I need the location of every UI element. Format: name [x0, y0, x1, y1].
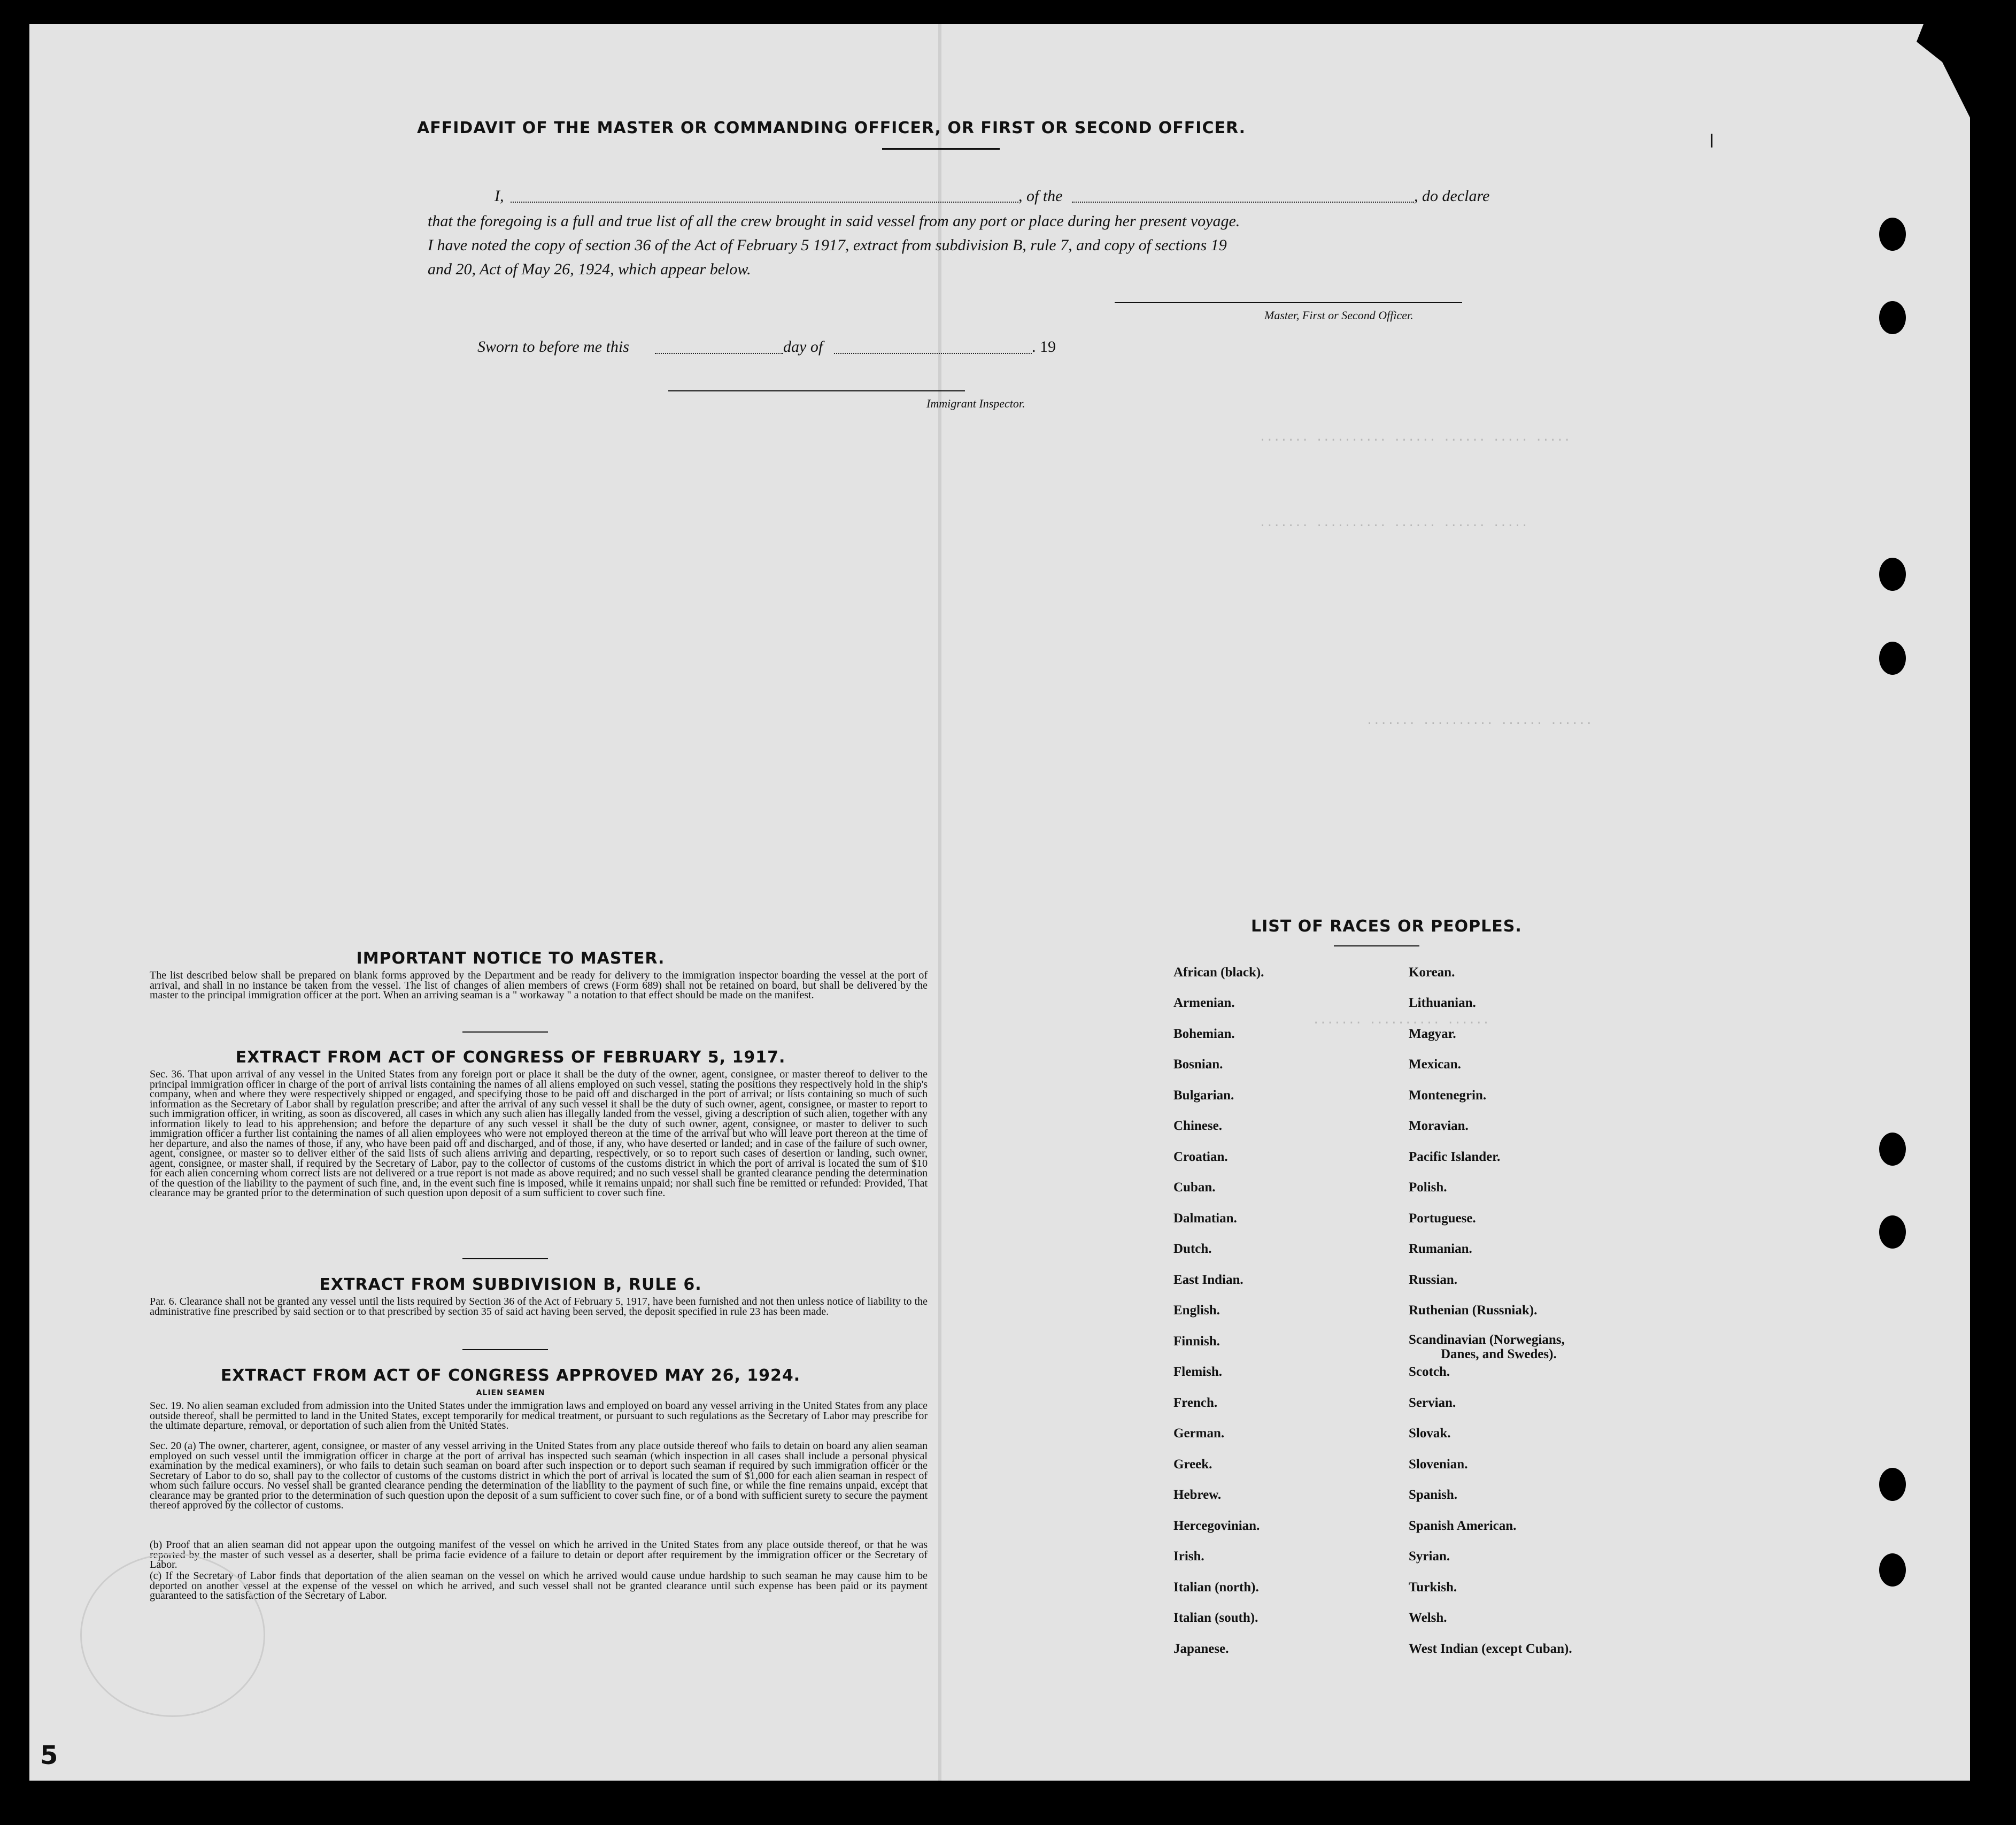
affidavit-title: AFFIDAVIT OF THE MASTER OR COMMANDING OFFICER, OR FIRST OR SECOND OFFICER. [416, 119, 1246, 137]
race-left-item: Croatian. [1173, 1150, 1228, 1164]
sworn-end: . 19 [1032, 338, 1056, 356]
divider [462, 1349, 548, 1350]
race-right-item: Portuguese. [1409, 1211, 1476, 1226]
sec20b-text: (b) Proof that an alien seaman did not appear upon the outgoing manifest of the vessel on which he arrived in the United States from any place outside thereof, or that he was reported by the master of such vessel as a deserter, shall be prima facie evidence of a failure to detain or deport after requirement by the immigration officer or the Secretary of Labor. [150, 1539, 928, 1570]
race-left-item: Bohemian. [1173, 1027, 1235, 1041]
binder-hole [1879, 218, 1906, 251]
notice-text: The list described below shall be prepared on blank forms approved by the Department and be ready for delivery to the immigration inspector boarding the vessel at the port of arrival, and shall in no instance be taken from the vessel. The list of changes of alien members of crews (Form 689) shall not be retained on board, but shall be delivered by the master to the principal immigration officer at the port. When an arriving seaman is a " workaway " a notation to that effect should be made on the manifest. [150, 969, 928, 1001]
alien-seamen-subtitle: ALIEN SEAMEN [476, 1389, 545, 1397]
embossed-seal [80, 1553, 265, 1717]
sworn-mid: day of [783, 338, 823, 356]
race-right-item: Rumanian. [1409, 1242, 1472, 1256]
affidavit-line1-mid: , of the [1018, 187, 1063, 205]
race-left-item: German. [1173, 1426, 1225, 1441]
race-left-item: Finnish. [1173, 1334, 1220, 1349]
document-page: ....... .......... ...... ...... ..... ..... ....... .......... ...... ...... ..... ....... .......... ...... ...... ....... .......... ...... AFFIDAVIT OF THE MASTER OR COMMANDING OFFICER, OR FIRST OR SECOND OFFICER. I, , of the , do declare that the foregoing is a full and true list of all the crew brought in said vessel from any port or place during her present voyage. I have noted the copy of section 36 of the Act of February 5 1917, extract from subdivision B, rule 7, and copy of sections 19 and 20, Act of May 26, 1924, which appear below. Master, First or Second Officer. Sworn to before me this day of . 19 Immigrant Inspector. IMPORTANT NOTICE TO MASTER. The list described below shall be prepared on blank forms approved by the Department and be ready for delivery to the immigration inspector boarding the vessel at the port of arrival, and shall in no instance be taken from the vessel. The list of changes of alien members of crews (Form 689) shall not be retained on board, but shall be delivered by the master to the principal immigration officer at the port. When an arriving seaman is a " workaway " a notation to that effect should be made on the manifest. EXTRACT FROM ACT OF CONGRESS OF FEBRUARY 5, 1917. Sec. 36. That upon arrival of any vessel in the United States from any foreign port or place it shall be the duty of the owner, agent, consignee, or master thereof to deliver to the principal immigration officer in charge of the port of arrival lists containing the names of all aliens employed on such vessel, stating the positions they respectively hold in the ship's company, when and where they were respectively shipped or engaged, and specifying those to be paid off and discharged in the port of arrival; or lists containing so much of such information as the Secretary of Labor shall by regulation prescribe; and after the arrival of any such vessel it shall be the duty of such owner, agent, consignee, or master to report to such immigration officer, in writing, as soon as discovered, all cases in which any such alien has illegally landed from the vessel, giving a description of such alien, together with any information likely to lead to his apprehension; and before the departure of any such vessel it shall be the duty of such owner, agent, consignee, or master to deliver to such immigration officer a further list containing the names of all alien employees who were not employed thereon at the time of the arrival but who will leave port thereon at the time of her departure, and also the names of those, if any, who have been paid off and discharged, and of those, if any, who have deserted or landed; and in case of the failure of such owner, agent, consignee, or master so to deliver either of the said lists of such aliens arriving and departing, respectively, or so to report such cases of desertion or landing, such owner, agent, consignee, or master shall, if required by the Secretary of Labor, pay to the collector of customs of the customs district in which the port of arrival is located the sum of $10 for each alien concerning whom correct lists are not delivered or a true report is not made as above required; and no such vessel shall be granted clearance pending the determination of the question of the liability to the payment of such fine, and, in the event such fine is imposed, while it remains unpaid; nor shall such fine be remitted or refunded: Provided, That clearance may be granted prior to the determination of such question upon deposit of a sum sufficient to cover such fine. EXTRACT FROM SUBDIVISION B, RULE 6. Par. 6. Clearance shall not be granted any vessel until the lists required by Section 36 of the Act of February 5, 1917, have been furnished and not then unless notice of liability to the administrative fine prescribed by said section or to that prescribed by section 35 of said act having been served, the deposit specified in rule 23 has been made. EXTRACT FROM ACT OF CONGRESS APPROVED MAY 26, 1924. ALIEN SEAMEN Sec. 19. No alien seaman excluded from admission into the United States under the immigration laws and employed on board any vessel arriving in the United States from any place outside thereof, shall be permitted to land in the United States, except temporarily for medical treatment, or pursuant to such regulations as the Secretary of Labor may prescribe for the ultimate departure, removal, or deportation of such alien from the United States. Sec. 20 (a) The owner, charterer, agent, consignee, or master of any vessel arriving in the United States from any place outside thereof who fails to detain on board any alien seaman employed on such vessel until the immigration officer in charge at the port of arrival has inspected such seaman (which inspection in all cases shall include a personal physical examination by the medical examiners), or who fails to detain such seaman on board after such inspection or to deport such seaman if required by such immigration officer or the Secretary of Labor to do so, shall pay to the collector of customs of the customs district in which the port of arrival is located the sum of $1,000 for each alien seaman in respect of whom such failure occurs. No vessel shall be granted clearance pending the determination of the liability to the payment of such fine, or while the fine remains unpaid, except that clearance may be granted prior to the determination of such question upon the deposit of a sum sufficient to cover such fine, or of a bond with sufficient surety to secure the payment thereof approved by the collector of customs. (b) Proof that an alien seaman did not appear upon the outgoing manifest of the vessel on which he arrived in the United States from any place outside thereof, or that he was reported by the master of such vessel as a deserter, shall be prima facie evidence of a failure to detain or deport after requirement by the immigration officer or the Secretary of Labor. (c) If the Secretary of Labor finds that deportation of the alien seaman on the vessel on which he arrived would cause undue hardship to such seaman he may cause him to be deported on another vessel at the expense of the vessel on which he arrived, and such vessel shall not be granted clearance until such expense has been paid or its payment guaranteed to the satisfaction of the Secretary of Labor. LIST OF RACES OR PEOPLES. African (black). Armenian. Bohemian. Bosnian. Bulgarian. Chinese. Croatian. Cuban. Dalmatian. Dutch. East Indian. English. Finnish. Flemish. French. German. Greek. Hebrew. Hercegovinian. Irish. Italian (north). Italian (south). Japanese. Korean. Lithuanian. Magyar. Mexican. Montenegrin. Moravian. Pacific Islander. Polish. Portuguese. Rumanian. Russian. Ruthenian (Russniak). Scandinavian (Norwegians, Danes, and Swedes). Scotch. Servian. Slovak. Slovenian. Spanish. Spanish American. Syrian. Turkish. Welsh. West Indian (except Cuban). 5 l [29, 24, 1970, 1781]
race-right-item: Lithuanian. [1409, 996, 1476, 1010]
tick-mark: l [1709, 131, 1714, 152]
race-right-item: Ruthenian (Russniak). [1409, 1303, 1538, 1318]
race-right-item: Spanish. [1409, 1488, 1458, 1502]
race-right-item: Danes, and Swedes). [1441, 1347, 1557, 1361]
name-blank[interactable] [511, 202, 1018, 203]
rule6-title: EXTRACT FROM SUBDIVISION B, RULE 6. [319, 1275, 702, 1294]
binder-hole [1879, 558, 1906, 591]
race-left-item: Italian (south). [1173, 1611, 1258, 1625]
races-title-rule [1334, 945, 1419, 946]
race-right-item: Scandinavian (Norwegians, [1409, 1333, 1565, 1347]
sec19-text: Sec. 19. No alien seaman excluded from admission into the United States under the immigration laws and employed on board any vessel arriving in the United States from any place outside thereof, shall be permitted to land in the United States, except temporarily for medical treatment, or pursuant to such regulations as the Secretary of Labor may prescribe for the ultimate departure, removal, or deportation of such alien from the United States. [150, 1400, 928, 1431]
race-right-item: Moravian. [1409, 1119, 1469, 1133]
race-left-item: Japanese. [1173, 1642, 1229, 1656]
race-right-item: Pacific Islander. [1409, 1150, 1501, 1164]
race-left-item: Cuban. [1173, 1180, 1216, 1195]
race-right-item: Polish. [1409, 1180, 1447, 1195]
race-left-item: Chinese. [1173, 1119, 1222, 1133]
affidavit-line3: I have noted the copy of section 36 of the Act of February 5 1917, extract from subdivision B, rule 7, and copy of sections 19 [428, 236, 1227, 254]
race-right-item: Magyar. [1409, 1027, 1456, 1041]
extract-1917-title: EXTRACT FROM ACT OF CONGRESS OF FEBRUARY 5, 1917. [235, 1048, 786, 1067]
binder-hole [1879, 301, 1906, 334]
race-left-item: Greek. [1173, 1457, 1212, 1472]
race-left-item: African (black). [1173, 965, 1264, 980]
divider [462, 1031, 548, 1033]
rule6-text: Par. 6. Clearance shall not be granted any vessel until the lists required by Section 36 of the Act of February 5, 1917, have been furnished and not then unless notice of liability to the administrative fine prescribed by said section or to that prescribed by section 35 of said act having been served, the deposit specified in rule 23 has been made. [150, 1296, 928, 1318]
binder-hole [1879, 1553, 1906, 1587]
affidavit-line2: that the foregoing is a full and true list of all the crew brought in said vessel from any port or place during her present voyage. [428, 212, 1240, 230]
races-title: LIST OF RACES OR PEOPLES. [1251, 917, 1522, 936]
race-left-item: Dalmatian. [1173, 1211, 1237, 1226]
sworn-start: Sworn to before me this [477, 338, 629, 356]
race-left-item: Hebrew. [1173, 1488, 1222, 1502]
race-left-item: Irish. [1173, 1549, 1204, 1564]
race-right-item: Slovak. [1409, 1426, 1451, 1441]
torn-corner [1893, 21, 1973, 123]
corner-number: 5 [40, 1741, 58, 1770]
affidavit-line4: and 20, Act of May 26, 1924, which appear below. [428, 260, 751, 278]
master-signature-caption: Master, First or Second Officer. [1264, 309, 1413, 322]
binder-hole [1879, 1133, 1906, 1166]
binder-hole [1879, 642, 1906, 675]
inspector-caption: Immigrant Inspector. [926, 397, 1025, 410]
race-left-item: East Indian. [1173, 1273, 1243, 1287]
race-right-item: Spanish American. [1409, 1519, 1517, 1533]
race-right-item: Montenegrin. [1409, 1088, 1487, 1103]
race-right-item: Korean. [1409, 965, 1455, 980]
race-left-item: Hercegovinian. [1173, 1519, 1260, 1533]
race-right-item: Welsh. [1409, 1611, 1447, 1625]
race-right-item: Mexican. [1409, 1057, 1461, 1072]
extract-1917-text: Sec. 36. That upon arrival of any vessel in the United States from any foreign port or place it shall be the duty of the owner, agent, consignee, or master thereof to deliver to the principal immigration officer in charge of the port of arrival lists containing the names of all aliens employed on such vessel, stating the positions they respectively hold in the ship's company, when and where they were respectively shipped or engaged, and specifying those to be paid off and discharged in the port of arrival; or lists containing so much of such information as the Secretary of Labor shall by regulation prescribe; and after the arrival of any such vessel it shall be the duty of such owner, agent, consignee, or master to report to such immigration officer, in writing, as soon as discovered, all cases in which any such alien has illegally landed from the vessel, giving a description of such alien, together with any information likely to lead to his apprehension; and before the departure of any such vessel it shall be the duty of such owner, agent, consignee, or master to deliver to such immigration officer a further list containing the names of all alien employees who were not employed thereon at the time of the arrival but who will leave port thereon at the time of her departure, and also the names of those, if any, who have been paid off and discharged, and of those, if any, who have deserted or landed; and in case of the failure of such owner, agent, consignee, or master so to deliver either of the said lists of such aliens arriving and departing, respectively, or so to report such cases of desertion or landing, such owner, agent, consignee, or master shall, if required by the Secretary of Labor, pay to the collector of customs of the customs district in which the port of arrival is located the sum of $10 for each alien concerning whom correct lists are not delivered or a true report is not made as above required; and no such vessel shall be granted clearance pending the determination of the question of the liability to the payment of such fine, and, in the event such fine is imposed, while it remains unpaid; nor shall such fine be remitted or refunded: Provided, That clearance may be granted prior to the determination of such question upon deposit of a sum sufficient to cover such fine. [150, 1068, 928, 1199]
race-right-item: West Indian (except Cuban). [1409, 1642, 1572, 1656]
notice-title: IMPORTANT NOTICE TO MASTER. [356, 949, 665, 968]
master-signature-line[interactable] [1115, 302, 1462, 303]
race-right-item: Scotch. [1409, 1365, 1450, 1379]
affidavit-line1-end: , do declare [1414, 187, 1490, 205]
race-right-item: Turkish. [1409, 1580, 1457, 1595]
race-left-item: Bosnian. [1173, 1057, 1223, 1072]
race-left-item: Armenian. [1173, 996, 1235, 1010]
race-left-item: Dutch. [1173, 1242, 1212, 1256]
vessel-blank[interactable] [1072, 202, 1414, 203]
inspector-signature-line[interactable] [668, 390, 965, 391]
race-right-item: Servian. [1409, 1396, 1456, 1410]
divider [462, 1258, 548, 1259]
month-blank[interactable] [834, 353, 1032, 354]
affidavit-line1-start: I, [495, 187, 504, 205]
binder-hole [1879, 1468, 1906, 1501]
sec20c-text: (c) If the Secretary of Labor finds that deportation of the alien seaman on the vessel on which he arrived would cause undue hardship to such seaman he may cause him to be deported on another vessel at the expense of the vessel on which he arrived, and such vessel shall not be granted clearance until such expense has been paid or its payment guaranteed to the satisfaction of the Secretary of Labor. [150, 1570, 928, 1601]
race-right-item: Syrian. [1409, 1549, 1450, 1564]
race-left-item: English. [1173, 1303, 1220, 1318]
title-rule [882, 148, 1000, 150]
race-right-item: Russian. [1409, 1273, 1458, 1287]
race-left-item: Italian (north). [1173, 1580, 1259, 1595]
extract-1924-title: EXTRACT FROM ACT OF CONGRESS APPROVED MAY 26, 1924. [220, 1366, 801, 1385]
day-blank[interactable] [655, 353, 783, 354]
race-right-item: Slovenian. [1409, 1457, 1468, 1472]
sec20a-text: Sec. 20 (a) The owner, charterer, agent, consignee, or master of any vessel arriving in the United States from any place outside thereof who fails to detain on board any alien seaman employed on such vessel until the immigration officer in charge at the port of arrival has inspected such seaman (which inspection in all cases shall include a personal physical examination by the medical examiners), or who fails to detain such seaman on board after such inspection or to deport such seaman if required by such immigration officer or the Secretary of Labor to do so, shall pay to the collector of customs of the customs district in which the port of arrival is located the sum of $1,000 for each alien seaman in respect of whom such failure occurs. No vessel shall be granted clearance pending the determination of the liability to the payment of such fine, or while the fine remains unpaid, except that clearance may be granted prior to the determination of such question upon the deposit of a sum sufficient to cover such fine, or of a bond with sufficient surety to secure the payment thereof approved by the collector of customs. [150, 1440, 928, 1511]
race-left-item: Flemish. [1173, 1365, 1222, 1379]
page-fold [938, 24, 941, 1781]
race-left-item: French. [1173, 1396, 1218, 1410]
race-left-item: Bulgarian. [1173, 1088, 1234, 1103]
binder-hole [1879, 1215, 1906, 1249]
